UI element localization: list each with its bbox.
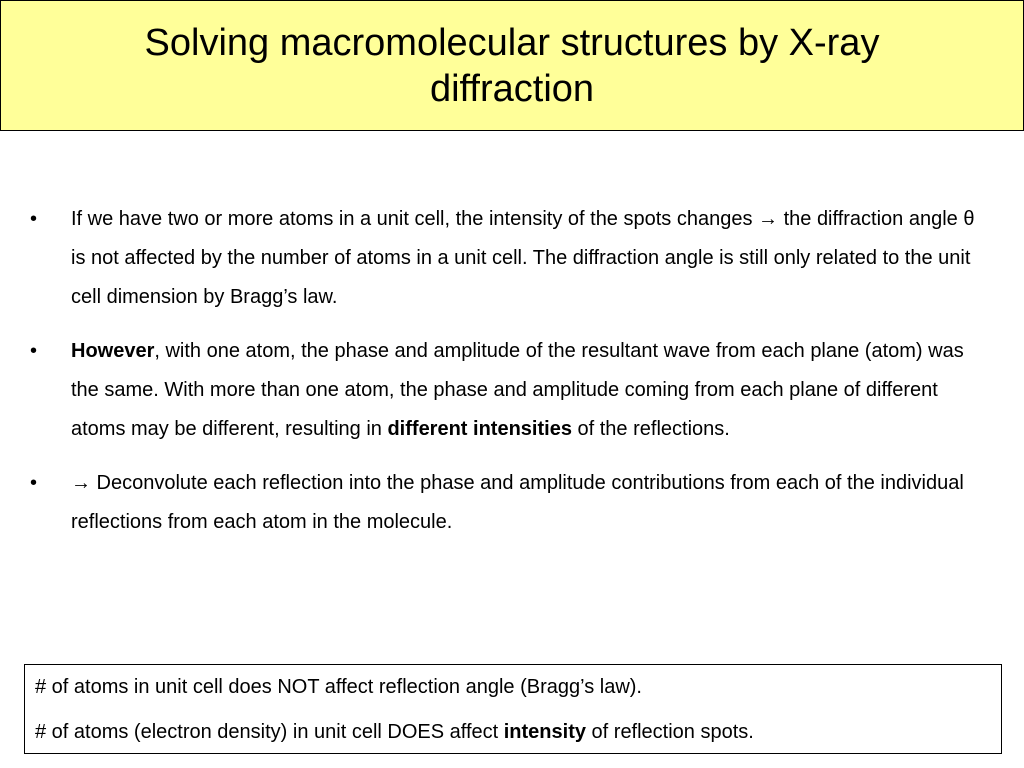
- note-line-2-text-a: # of atoms (electron density) in unit cell DOES affect: [35, 721, 504, 743]
- summary-note-box: [24, 664, 1002, 754]
- bullet-marker: •: [30, 208, 38, 230]
- note-line-2: [35, 720, 991, 744]
- bullet-marker: •: [30, 340, 38, 362]
- bullet-item-3: [30, 464, 990, 542]
- bullet-2-text-b: of the reflections.: [571, 418, 730, 440]
- bullet-marker: •: [30, 472, 38, 494]
- bullet-item-1: [30, 200, 990, 317]
- bullet-2-emphasis-intensities: different intensities: [387, 418, 572, 440]
- slide-title-box: [0, 0, 1024, 131]
- note-line-1: # of atoms in unit cell does NOT affect reflection angle (Bragg’s law).: [35, 676, 642, 698]
- bullet-item-2: [30, 332, 990, 449]
- slide-title-line-2: diffraction: [429, 67, 595, 110]
- slide-title-line-1: Solving macromolecular structures by X-ray: [144, 21, 880, 64]
- bullet-list: [30, 200, 990, 557]
- bullet-2-text-a: , with one atom, the phase and amplitude of the resultant wave from each plane (atom) was the same. With more than one atom, the phase and amplitude coming from each plane of different atoms may be different, resulting in: [71, 340, 964, 440]
- bullet-3-text: → Deconvolute each reflection into the phase and amplitude contributions from each of the individual reflections from each atom in the molecule.: [71, 472, 964, 533]
- bullet-1-text: If we have two or more atoms in a unit cell, the intensity of the spots changes → the diffraction angle θ is not affected by the number of atoms in a unit cell. The diffraction angle is still only related to the unit cell dimension by Bragg’s law.: [71, 208, 975, 308]
- note-emphasis-intensity: intensity: [503, 721, 586, 743]
- bullet-2-emphasis-however: However: [71, 340, 155, 362]
- note-line-2-text-b: of reflection spots.: [585, 721, 754, 743]
